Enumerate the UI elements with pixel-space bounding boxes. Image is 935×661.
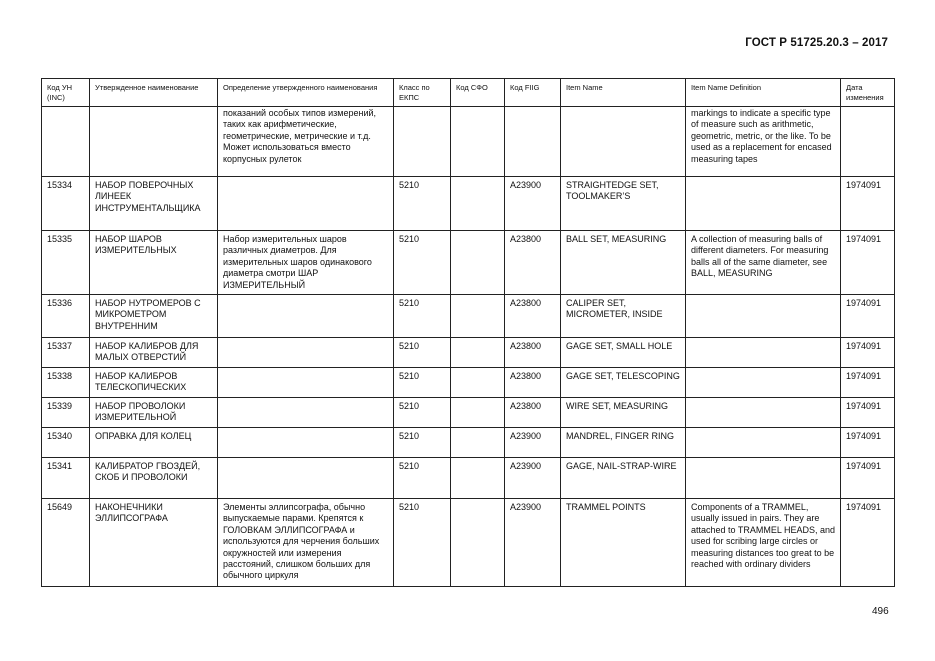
table-row: [42, 338, 895, 368]
cell-inc: 15337: [42, 338, 90, 368]
cell-item-definition: [686, 338, 841, 368]
cell-name-ru: КАЛИБРАТОР ГВОЗДЕЙ, СКОБ И ПРОВОЛОКИ: [90, 458, 218, 499]
cell-sfo: [451, 177, 505, 231]
cell-name-ru: НАБОР КАЛИБРОВ ТЕЛЕСКОПИЧЕСКИХ: [90, 368, 218, 398]
cell-ekps: [394, 107, 451, 177]
cell-item-name: CALIPER SET, MICROMETER, INSIDE: [561, 295, 686, 338]
cell-date: 1974091: [841, 398, 895, 428]
cell-ekps: 5210: [394, 231, 451, 295]
cell-definition-ru: Набор измерительных шаров различных диаметров. Для измерительных шаров одинакового диаметра смотри ШАР ИЗМЕРИТЕЛЬНЫЙ: [218, 231, 394, 295]
table-row: [42, 398, 895, 428]
cell-ekps: 5210: [394, 499, 451, 587]
header-approved-name: Утвержденное наименование: [90, 79, 218, 107]
cell-name-ru: НАБОР ПОВЕРОЧНЫХ ЛИНЕЕК ИНСТРУМЕНТАЛЬЩИКА: [90, 177, 218, 231]
header-fiig-code: Код FIIG: [505, 79, 561, 107]
cell-fiig: A23900: [505, 458, 561, 499]
cell-inc: 15334: [42, 177, 90, 231]
table-row: [42, 368, 895, 398]
header-item-name: Item Name: [561, 79, 686, 107]
cell-sfo: [451, 295, 505, 338]
cell-definition-ru: [218, 177, 394, 231]
cell-item-name: GAGE SET, TELESCOPING: [561, 368, 686, 398]
cell-item-definition: A collection of measuring balls of different diameters. For measuring balls all of the same diameter, see BALL, MEASURING: [686, 231, 841, 295]
cell-name-ru: НАБОР ШАРОВ ИЗМЕРИТЕЛЬНЫХ: [90, 231, 218, 295]
cell-item-name: BALL SET, MEASURING: [561, 231, 686, 295]
cell-ekps: 5210: [394, 398, 451, 428]
cell-item-name: GAGE SET, SMALL HOLE: [561, 338, 686, 368]
cell-fiig: A23800: [505, 398, 561, 428]
cell-sfo: [451, 107, 505, 177]
cell-item-name: TRAMMEL POINTS: [561, 499, 686, 587]
cell-inc: 15339: [42, 398, 90, 428]
cell-item-definition: [686, 295, 841, 338]
cell-date: 1974091: [841, 458, 895, 499]
cell-sfo: [451, 368, 505, 398]
cell-ekps: 5210: [394, 458, 451, 499]
cell-item-definition: [686, 458, 841, 499]
cell-inc: [42, 107, 90, 177]
table-row: [42, 177, 895, 231]
cell-inc: 15336: [42, 295, 90, 338]
cell-date: [841, 107, 895, 177]
cell-fiig: A23800: [505, 368, 561, 398]
standard-header: ГОСТ Р 51725.20.3 – 2017: [745, 37, 888, 49]
cell-date: 1974091: [841, 338, 895, 368]
cell-ekps: 5210: [394, 177, 451, 231]
cell-ekps: 5210: [394, 338, 451, 368]
cell-ekps: 5210: [394, 428, 451, 458]
cell-item-name: MANDREL, FINGER RING: [561, 428, 686, 458]
cell-fiig: A23800: [505, 231, 561, 295]
table-row: [42, 499, 895, 587]
header-sfo-code: Код СФО: [451, 79, 505, 107]
cell-item-name: GAGE, NAIL-STRAP-WIRE: [561, 458, 686, 499]
cell-date: 1974091: [841, 499, 895, 587]
cell-fiig: [505, 107, 561, 177]
cell-sfo: [451, 231, 505, 295]
cell-definition-ru: [218, 398, 394, 428]
cell-item-definition: markings to indicate a specific type of measure such as arithmetic, geometric, metric, or the like. To be used as a replacement for encased measuring tapes: [686, 107, 841, 177]
cell-definition-ru: Элементы эллипсографа, обычно выпускаемые парами. Крепятся к ГОЛОВКАМ ЭЛЛИПСОГРАФА и используются для черчения больших окружностей или измерения расстояний, слишком больших для обычного циркуля: [218, 499, 394, 587]
header-definition: Определение утвержденного наименования: [218, 79, 394, 107]
header-change-date: Дата изменения: [841, 79, 895, 107]
cell-date: 1974091: [841, 428, 895, 458]
cell-inc: 15335: [42, 231, 90, 295]
cell-fiig: A23900: [505, 177, 561, 231]
cell-definition-ru: [218, 295, 394, 338]
header-row: [42, 79, 895, 107]
table-row: [42, 107, 895, 177]
cell-item-name: [561, 107, 686, 177]
cell-definition-ru: [218, 368, 394, 398]
cell-date: 1974091: [841, 295, 895, 338]
table-row: [42, 295, 895, 338]
cell-fiig: A23800: [505, 295, 561, 338]
cell-definition-ru: показаний особых типов измерений, таких как арифметические, геометрические, метрические и т.д. Может использоваться вместо корпусных рулеток: [218, 107, 394, 177]
cell-definition-ru: [218, 458, 394, 499]
cell-item-definition: [686, 398, 841, 428]
cell-item-name: WIRE SET, MEASURING: [561, 398, 686, 428]
cell-definition-ru: [218, 428, 394, 458]
cell-fiig: A23900: [505, 428, 561, 458]
cell-sfo: [451, 499, 505, 587]
cell-ekps: 5210: [394, 368, 451, 398]
cell-sfo: [451, 398, 505, 428]
cell-sfo: [451, 428, 505, 458]
page-number: 496: [872, 606, 889, 617]
cell-sfo: [451, 338, 505, 368]
table-row: [42, 428, 895, 458]
header-inc: Код УН (INC): [42, 79, 90, 107]
cell-name-ru: НАБОР НУТРОМЕРОВ С МИКРОМЕТРОМ ВНУТРЕННИМ: [90, 295, 218, 338]
header-item-definition: Item Name Definition: [686, 79, 841, 107]
cell-name-ru: [90, 107, 218, 177]
table-row: [42, 458, 895, 499]
table-row: [42, 231, 895, 295]
cell-date: 1974091: [841, 231, 895, 295]
cell-item-name: STRAIGHTEDGE SET, TOOLMAKER’S: [561, 177, 686, 231]
cell-definition-ru: [218, 338, 394, 368]
cell-inc: 15340: [42, 428, 90, 458]
header-ekps-class: Класс по ЕКПС: [394, 79, 451, 107]
cell-fiig: A23800: [505, 338, 561, 368]
cell-date: 1974091: [841, 177, 895, 231]
cell-item-definition: Components of a TRAMMEL, usually issued in pairs. They are attached to TRAMMEL HEADS, and used for scribing large circles or measuring distances too great to be reached with ordinary dividers: [686, 499, 841, 587]
cell-name-ru: НАБОР КАЛИБРОВ ДЛЯ МАЛЫХ ОТВЕРСТИЙ: [90, 338, 218, 368]
cell-name-ru: ОПРАВКА ДЛЯ КОЛЕЦ: [90, 428, 218, 458]
cell-sfo: [451, 458, 505, 499]
cell-item-definition: [686, 428, 841, 458]
cell-ekps: 5210: [394, 295, 451, 338]
catalog-table: [41, 78, 895, 587]
cell-item-definition: [686, 177, 841, 231]
cell-date: 1974091: [841, 368, 895, 398]
cell-inc: 15649: [42, 499, 90, 587]
cell-fiig: A23900: [505, 499, 561, 587]
cell-inc: 15341: [42, 458, 90, 499]
cell-name-ru: НАКОНЕЧНИКИ ЭЛЛИПСОГРАФА: [90, 499, 218, 587]
cell-name-ru: НАБОР ПРОВОЛОКИ ИЗМЕРИТЕЛЬНОЙ: [90, 398, 218, 428]
cell-inc: 15338: [42, 368, 90, 398]
cell-item-definition: [686, 368, 841, 398]
